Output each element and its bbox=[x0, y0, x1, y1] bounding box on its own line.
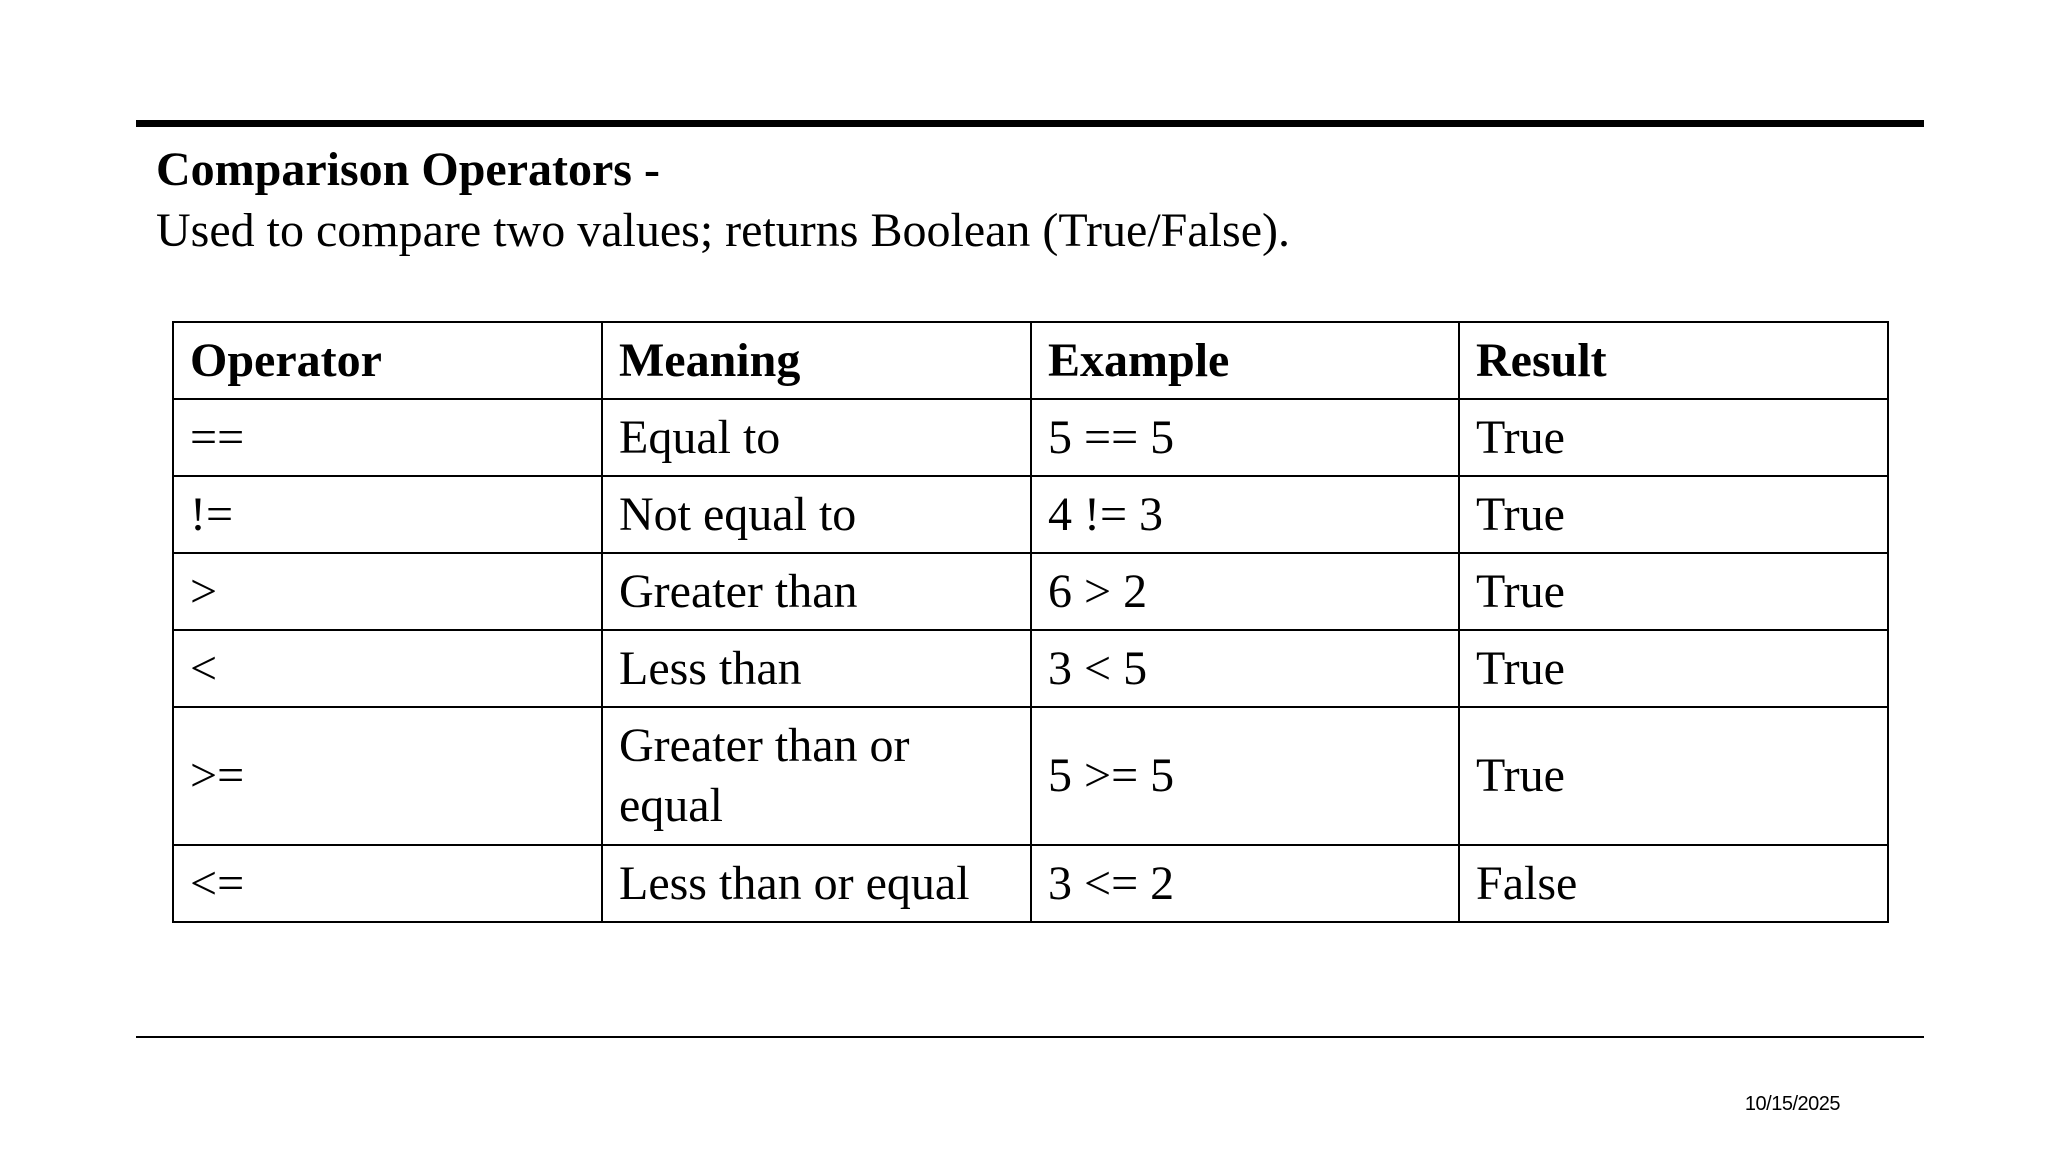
table-row bbox=[173, 845, 1888, 922]
table-row bbox=[173, 630, 1888, 707]
example-cell: 3 <= 2 bbox=[1031, 845, 1459, 922]
bottom-divider bbox=[136, 1036, 1924, 1038]
table-row bbox=[173, 707, 1888, 845]
result-cell: False bbox=[1459, 845, 1888, 922]
column-header-meaning: Meaning bbox=[602, 322, 1031, 399]
example-cell: 5 == 5 bbox=[1031, 399, 1459, 476]
operator-cell: == bbox=[173, 399, 602, 476]
column-header-result: Result bbox=[1459, 322, 1888, 399]
table-row bbox=[173, 476, 1888, 553]
slide-title: Comparison Operators - bbox=[156, 143, 660, 196]
comparison-operators-table bbox=[172, 321, 1889, 923]
meaning-cell: Not equal to bbox=[602, 476, 1031, 553]
operator-cell: != bbox=[173, 476, 602, 553]
top-divider bbox=[136, 120, 1924, 127]
example-cell: 3 < 5 bbox=[1031, 630, 1459, 707]
column-header-operator: Operator bbox=[173, 322, 602, 399]
slide-date: 10/15/2025 bbox=[1744, 1093, 1840, 1115]
operator-cell: <= bbox=[173, 845, 602, 922]
example-cell: 5 >= 5 bbox=[1031, 707, 1459, 845]
result-cell: True bbox=[1459, 476, 1888, 553]
result-cell: True bbox=[1459, 553, 1888, 630]
result-cell: True bbox=[1459, 399, 1888, 476]
operator-cell: < bbox=[173, 630, 602, 707]
example-cell: 4 != 3 bbox=[1031, 476, 1459, 553]
result-cell: True bbox=[1459, 707, 1888, 845]
meaning-cell: Equal to bbox=[602, 399, 1031, 476]
table-header-row bbox=[173, 322, 1888, 399]
result-cell: True bbox=[1459, 630, 1888, 707]
slide-subtitle: Used to compare two values; returns Boolean (True/False). bbox=[156, 204, 1290, 257]
table-row bbox=[173, 399, 1888, 476]
meaning-cell: Less than or equal bbox=[602, 845, 1031, 922]
meaning-cell: Less than bbox=[602, 630, 1031, 707]
meaning-cell: Greater than or equal bbox=[602, 707, 1031, 845]
table-row bbox=[173, 553, 1888, 630]
example-cell: 6 > 2 bbox=[1031, 553, 1459, 630]
operator-cell: >= bbox=[173, 707, 602, 845]
column-header-example: Example bbox=[1031, 322, 1459, 399]
operator-cell: > bbox=[173, 553, 602, 630]
meaning-cell: Greater than bbox=[602, 553, 1031, 630]
